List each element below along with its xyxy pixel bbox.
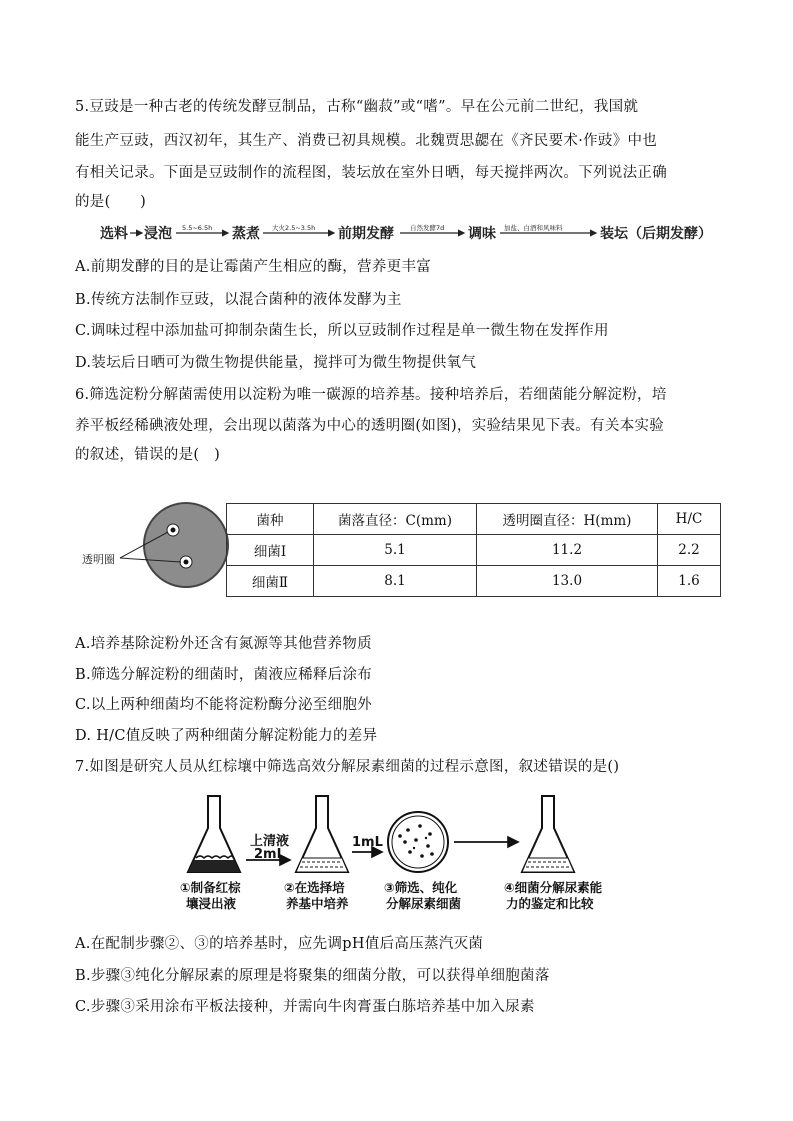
- flow-step-3: 蒸煮: [232, 226, 260, 242]
- table-header-cell: 透明圈直径：H(mm): [477, 504, 658, 535]
- flow-arrow-label-4: 自然发酵7d: [410, 224, 445, 232]
- q6-petri-dish-figure: [80, 500, 230, 590]
- q7-option-c: C.步骤③采用涂布平板法接种，并需向牛肉膏蛋白胨培养基中加入尿素: [75, 999, 535, 1015]
- step2-caption-line1: ②在选择培: [284, 880, 345, 895]
- table-cell: 8.1: [314, 566, 477, 597]
- flow-step-4: 前期发酵: [338, 226, 394, 242]
- q7-stem: 7.如图是研究人员从红棕壤中筛选高效分解尿素细菌的过程示意图，叙述错误的是(): [75, 759, 620, 775]
- q6-option-b: B.筛选分解淀粉的细菌时，菌液应稀释后涂布: [75, 667, 373, 683]
- q5-option-a: A.前期发酵的目的是让霉菌产生相应的酶，营养更丰富: [75, 259, 432, 275]
- table-header-row: [227, 504, 721, 535]
- step3-caption-line1: ③筛选、纯化: [384, 880, 458, 895]
- step4-caption-line1: ④细菌分解尿素能: [504, 880, 603, 895]
- table-cell: 1.6: [658, 566, 721, 597]
- step1-caption-line2: 壤浸出液: [186, 896, 237, 911]
- table-row: [227, 566, 721, 597]
- flow-step-5: 调味: [468, 226, 496, 242]
- flask-1-icon: [188, 796, 240, 872]
- step1-caption-line1: ①制备红棕: [180, 880, 241, 895]
- table-header-cell: 菌种: [227, 504, 314, 535]
- petri-dish-icon: [388, 812, 448, 872]
- q7-option-a: A.在配制步骤②、③的培养基时，应先调pH值后高压蒸汽灭菌: [75, 936, 484, 952]
- table-cell: 5.1: [314, 535, 477, 566]
- q6-option-c: C.以上两种细菌均不能将淀粉酶分泌至细胞外: [75, 697, 372, 713]
- arrow1-bottom-label: 2mL: [254, 847, 285, 862]
- table-cell: 2.2: [658, 535, 721, 566]
- table-row: [227, 535, 721, 566]
- q6-stem-line3: 的叙述，错误的是( ): [75, 447, 221, 463]
- step4-caption-line2: 力的鉴定和比较: [506, 896, 594, 911]
- arrow2-label: 1mL: [352, 835, 383, 850]
- arrow1-top-label: 上清液: [250, 834, 290, 849]
- q5-option-d: D.装坛后日晒可为微生物提供能量，搅拌可为微生物提供氧气: [75, 355, 477, 371]
- q6-option-d: D. H/C值反映了两种细菌分解淀粉能力的差异: [75, 728, 378, 744]
- table-cell: 细菌Ⅱ: [227, 566, 314, 597]
- table-header-cell: 菌落直径：C(mm): [314, 504, 477, 535]
- q5-stem-line1: 5.豆豉是一种古老的传统发酵豆制品，古称“幽菽”或“嗜”。早在公元前二世纪，我国就: [75, 99, 639, 115]
- flow-step-1: 选料: [100, 226, 128, 242]
- table-cell: 13.0: [477, 566, 658, 597]
- q5-stem-line2: 能生产豆豉，西汉初年，其生产、消费已初具规模。北魏贾思勰在《齐民要术·作豉》中也: [75, 133, 658, 149]
- transparent-circle-label: 透明圈: [82, 553, 115, 566]
- q6-results-table: [226, 503, 721, 597]
- table-cell: 细菌Ⅰ: [227, 535, 314, 566]
- step3-caption-line2: 分解尿素细菌: [386, 896, 462, 911]
- q5-flowchart: [100, 222, 720, 244]
- flask-2-icon: [296, 796, 348, 872]
- q5-option-b: B.传统方法制作豆豉，以混合菌种的液体发酵为主: [75, 292, 402, 308]
- q6-stem-line2: 养平板经稀碘液处理，会出现以菌落为中心的透明圈(如图)，实验结果见下表。有关本实验: [75, 418, 665, 434]
- flow-arrow-label-3: 大火2.5~3.5h: [272, 224, 316, 232]
- flask-3-icon: [522, 796, 574, 872]
- flow-arrow-label-2: 5.5~6.5h: [182, 224, 213, 232]
- flow-arrow-label-5: 加盐、白酒和风味料: [504, 224, 563, 232]
- q5-stem-line4: 的是( ): [75, 194, 147, 210]
- step2-caption-line2: 养基中培养: [286, 896, 349, 911]
- q7-process-diagram: [180, 790, 630, 920]
- flow-step-6: 装坛（后期发酵）: [600, 226, 712, 242]
- q6-stem-line1: 6.筛选淀粉分解菌需使用以淀粉为唯一碳源的培养基。接种培养后，若细菌能分解淀粉，培: [75, 387, 667, 403]
- q7-option-b: B.步骤③纯化分解尿素的原理是将聚集的细菌分散，可以获得单细胞菌落: [75, 968, 550, 984]
- table-header-cell: H/C: [658, 504, 721, 535]
- q5-option-c: C.调味过程中添加盐可抑制杂菌生长，所以豆豉制作过程是单一微生物在发挥作用: [75, 323, 609, 339]
- q5-stem-line3: 有相关记录。下面是豆豉制作的流程图，装坛放在室外日晒，每天搅拌两次。下列说法正确: [75, 165, 667, 181]
- q6-option-a: A.培养基除淀粉外还含有氮源等其他营养物质: [75, 636, 372, 652]
- table-cell: 11.2: [477, 535, 658, 566]
- flow-step-2: 浸泡: [144, 226, 172, 242]
